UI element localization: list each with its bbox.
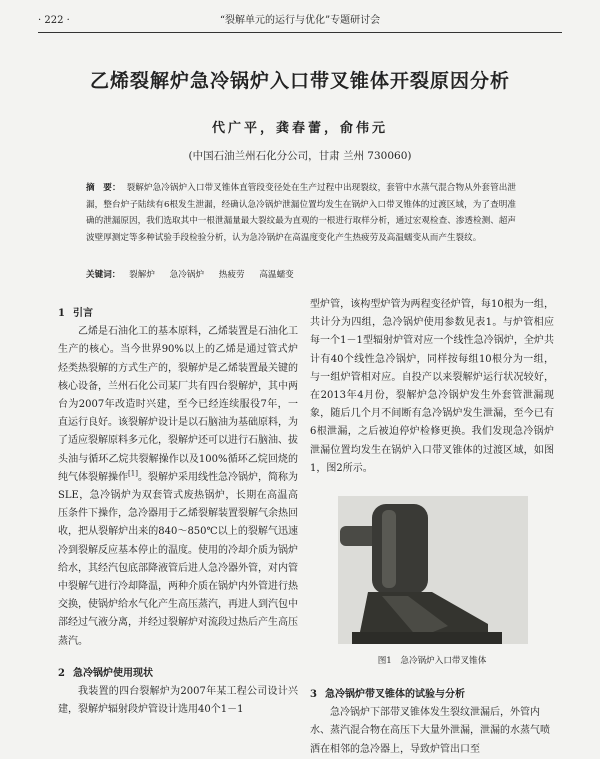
tube-highlight — [382, 510, 396, 588]
section-heading-2: 2 急冷锅炉使用现状 — [58, 667, 153, 679]
abstract — [86, 180, 516, 246]
keywords-label: 关键词： — [86, 270, 121, 280]
section-heading-1: 1 引言 — [58, 308, 93, 319]
abstract-text: 裂解炉急冷锅炉入口带叉锥体直管段变径处在生产过程中出现裂纹，套管中水蒸气混合物从外套管出泄漏，整台炉子陆续有6根发生泄漏，经确认急冷锅炉泄漏位置均发生在锅炉入口带叉锥体的过渡区域，为了查明准确的泄漏原因，我们选取其中一根泄漏量最大裂纹最为直观的一根进行取样分析，通过宏观检查、渗透检测、超声波壁厚测定等多种试验手段检验分析，认为急冷锅炉在高温度变化产生热疲劳及高温蠕变从而产生裂纹。 — [86, 183, 516, 243]
paragraph-test: 急冷锅炉下部带叉锥体发生裂纹泄漏后，外管内水、蒸汽混合物在高压下大量外泄漏，泄漏的水蒸气喷洒在相邻的急冷器上，导致炉管出口至 — [310, 707, 550, 755]
figure-1-photo — [338, 496, 528, 644]
running-header — [38, 12, 562, 33]
right-column — [310, 296, 554, 478]
paragraph-status-cont: 型炉管，该构型炉管为两程变径炉管，每10根为一组，共计分为四组，急冷锅炉使用参数见表1。与炉管相应每一个1－1型辐射炉管对应一个线性急冷锅炉，全炉共计有40个线性急冷锅炉，同样按每组10根分为一组，与一组炉管相对应。自投产以来裂解炉运行状况较好，在2013年4月份，裂解炉急冷锅炉发生外套管泄漏现象，随后几个月不间断有急冷锅炉发生泄漏，至今已有6根泄漏，之后被迫停炉检修更换。我们发现急冷锅炉泄漏位置均发生在锅炉入口带叉锥体的过渡区域，如图1，图2所示。 — [310, 299, 554, 474]
author-list: 代广平，龚春蕾，俞伟元 — [211, 121, 388, 136]
affiliation: (中国石油兰州石化分公司，甘肃 兰州 730060) — [188, 150, 412, 162]
section-3 — [310, 686, 554, 759]
citation: [1] — [128, 469, 138, 478]
keyword: 高温蠕变 — [259, 270, 294, 280]
section-heading-3: 3 急冷锅炉带叉锥体的试验与分析 — [310, 689, 465, 700]
base-flange — [352, 632, 502, 644]
running-title: “裂解单元的运行与优化”专题研讨会 — [219, 15, 381, 26]
left-column — [58, 305, 298, 719]
keyword: 裂解炉 — [129, 270, 155, 280]
abstract-label: 摘 要： — [86, 183, 121, 193]
article-title: 乙烯裂解炉急冷锅炉入口带叉锥体开裂原因分析 — [89, 70, 510, 92]
paragraph-status-start: 我装置的四台裂解炉为2007年某工程公司设计兴建，裂解炉辐射段炉管设计选用40个1－1 — [58, 686, 298, 716]
tube-body — [372, 504, 428, 594]
keywords — [86, 268, 516, 282]
cone-photo-illustration — [338, 496, 528, 644]
paragraph-intro: 乙烯是石油化工的基本原料，乙烯装置是石油化工生产的核心。当今世界90%以上的乙烯是通过管式炉烃类热裂解的方式生产的，裂解炉是乙烯装置最关键的核心设备，兰州石化公司某厂共有四台裂解炉，其中两台为2007年改造时兴建，至今已经连续服役7年，一直运行良好。该裂解炉设计是以石脑油为基础原料，为了适应裂解原料多元化，裂解炉还可以进行石脑油、拔头油与循环乙烷共裂解操作以及100%循环乙烷回烧的纯气体裂解操作[1]。裂解炉采用线性急冷锅炉，简称为SLE，急冷锅炉为双套管式废热锅炉，长期在高温高压条件下操作，急冷器用于乙烯裂解装置裂解气余热回收，把从裂解炉出来的840～850℃以上的裂解气迅速冷到裂解反应基本停止的温度。使用的冷却介质为锅炉给水，其经汽包底部降液管后进人急冷器外管，对内管中裂解气进行冷却降温，两种介质在锅炉内外管进行热交换，使锅炉给水气化产生高压蒸汽，再进人到汽包中部经过气液分离，并经过裂解炉对流段过热后产生高压蒸汽。 — [58, 326, 299, 647]
page-number: · 222 · — [38, 15, 70, 26]
keyword: 热疲劳 — [218, 270, 245, 280]
keyword: 急冷锅炉 — [169, 270, 205, 280]
figure-1-caption: 图1 急冷锅炉入口带叉锥体 — [377, 656, 487, 666]
